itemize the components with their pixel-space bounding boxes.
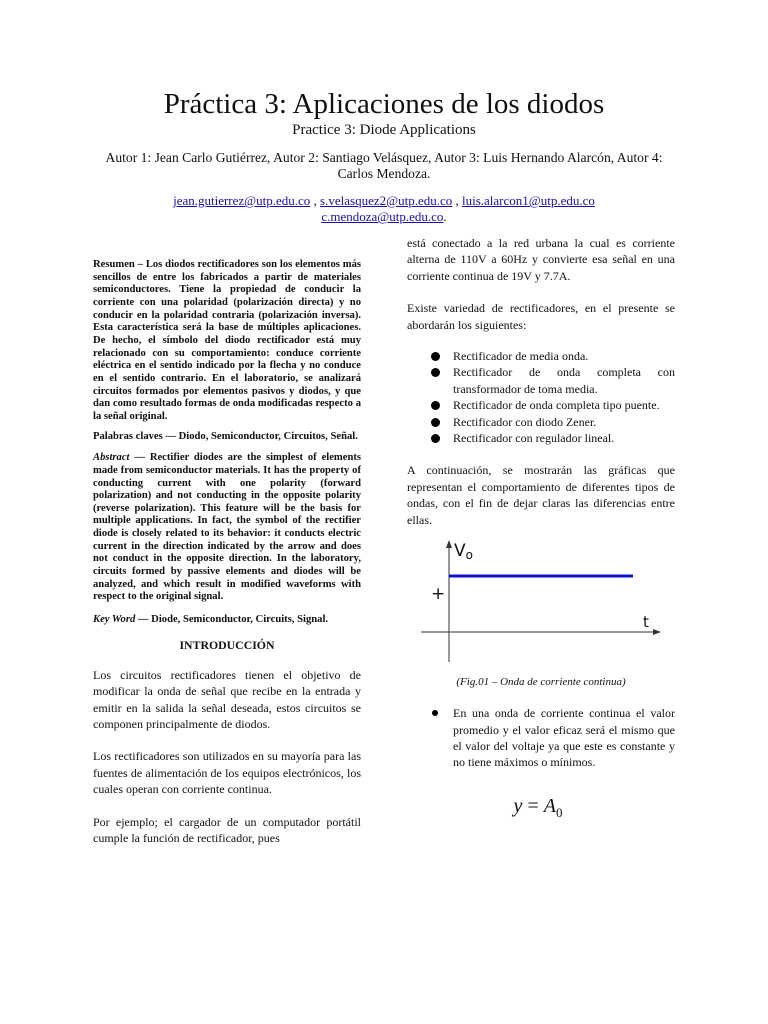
bullet-icon	[432, 710, 438, 716]
bullet-icon	[431, 352, 440, 361]
dc-wave-graph	[407, 536, 675, 672]
abstract-paragraph: Abstract — Rectifier diodes are the simplest of elements made from semiconductor materials. It has the property of conducting current with one polarity (forward polarization) and not conducting in the opposite polarity (reverse polarization). This feature will be the basis for multiple applications. In fact, the symbol of the rectifier diode is closely related to its behavior: it conducts electric current in the direction indicated by the arrow and does not conduct in the opposite direction. In the laboratory, circuits formed by passive elements and diodes will be analyzed, and which result in modified waveforms with respect to the original signal.	[93, 452, 361, 603]
dc-notes-list	[407, 705, 675, 771]
intro-paragraph-2: Los rectificadores son utilizados en su mayoría para las fuentes de alimentación de los equipos electrónicos, los cuales operan con corriente continua.	[93, 749, 361, 797]
x-axis-label: t	[643, 613, 649, 632]
email-link-2[interactable]: s.velasquez2@utp.edu.co	[320, 193, 453, 208]
list-item: Rectificador con regulador lineal.	[407, 430, 675, 446]
list-item: Rectificador de onda completa tipo puente.	[407, 397, 675, 413]
paper-title: Práctica 3: Aplicaciones de los diodos	[163, 88, 605, 120]
author-list: Autor 1: Jean Carlo Gutiérrez, Autor 2: Santiago Velásquez, Autor 3: Luis Hernando Alarcón, Autor 4: Carlos Mendoza.	[105, 150, 663, 181]
email-link-4[interactable]: c.mendoza@utp.edu.co	[321, 209, 444, 224]
palabras-claves: Palabras claves — Diodo, Semiconductor, Circuitos, Señal.	[93, 430, 358, 442]
right-paragraph-3: A continuación, se mostrarán las gráficas que representan el comportamiento de diferentes tipos de ondas, con el fin de dejar claras las diferencias entre ellas.	[407, 463, 675, 527]
equation: $y = A_0$	[513, 794, 563, 820]
resumen-paragraph: Resumen – Los diodos rectificadores son los elementos más sencillos de entre los fabricados a partir de materiales semiconductores. Tiene la propiedad de conducir la corriente con una polaridad (polarización directa) y no conducir en la polaridad contraria (polarización inversa). Esta característica será la base de múltiples aplicaciones. De hecho, el símbolo del diodo rectificador está muy relacionado con su comportamiento: conduce corriente eléctrica en el sentido indicado por la flecha y no conduce en el sentido contrario. En el laboratorio, se analizará circuitos formados por elementos pasivos y diodos, y que dan como resultado formas de onda modificadas respecto a la señal original.	[93, 259, 361, 422]
right-paragraph-2: Existe variedad de rectificadores, en el presente se abordarán los siguientes:	[407, 301, 675, 332]
bullet-icon	[431, 401, 440, 410]
dc-wave-figure	[407, 536, 675, 672]
bullet-icon	[431, 418, 440, 427]
list-item: Rectificador de media onda.	[407, 348, 675, 364]
keyword-label: Key Word	[93, 614, 136, 626]
intro-heading: INTRODUCCIÓN	[179, 637, 275, 652]
email-list: jean.gutierrez@utp.edu.co , s.velasquez2@utp.edu.co , luis.alarcon1@utp.edu.co c.mendoza@utp.edu.co.	[173, 193, 595, 224]
bullet-icon	[431, 368, 440, 377]
right-paragraph-1: está conectado a la red urbana la cual es corriente alterna de 110V a 60Hz y convierte esa señal en una corriente continua de 19V y 7.7A.	[407, 236, 675, 283]
email-link-1[interactable]: jean.gutierrez@utp.edu.co	[173, 193, 311, 208]
email-link-3[interactable]: luis.alarcon1@utp.edu.co	[461, 193, 595, 208]
list-item: En una onda de corriente continua el valor promedio y el valor eficaz será el mismo que el valor del voltaje ya que este es constante y no tiene máximos o mínimos.	[407, 705, 675, 771]
list-item: Rectificador de onda completa con transformador de toma media.	[407, 364, 675, 397]
key-words: Key Word — Diode, Semiconductor, Circuits, Signal.	[93, 614, 329, 626]
right-column	[407, 235, 675, 821]
abstract-label: Abstract	[93, 452, 130, 464]
intro-paragraph-3: Por ejemplo; el cargador de un computador portátil cumple la función de rectificador, pues	[93, 814, 361, 845]
paper-subtitle: Practice 3: Diode Applications	[292, 122, 476, 138]
rectifier-list	[407, 348, 675, 446]
list-item: Rectificador con diodo Zener.	[407, 414, 675, 430]
x-axis-arrow-icon	[653, 629, 661, 635]
plus-sign: +	[431, 584, 446, 605]
y-axis-label: Vo	[454, 541, 473, 563]
bullet-icon	[431, 434, 440, 443]
intro-paragraph-1: Los circuitos rectificadores tienen el objetivo de modificar la onda de señal que recibe en la entrada y emitir en la salida la señal deseada, estos circuitos se componen principalmente de diodos.	[93, 667, 361, 731]
left-column	[93, 259, 361, 846]
y-axis-arrow-icon	[446, 540, 452, 548]
figure-caption: (Fig.01 – Onda de corriente continua)	[456, 676, 626, 689]
